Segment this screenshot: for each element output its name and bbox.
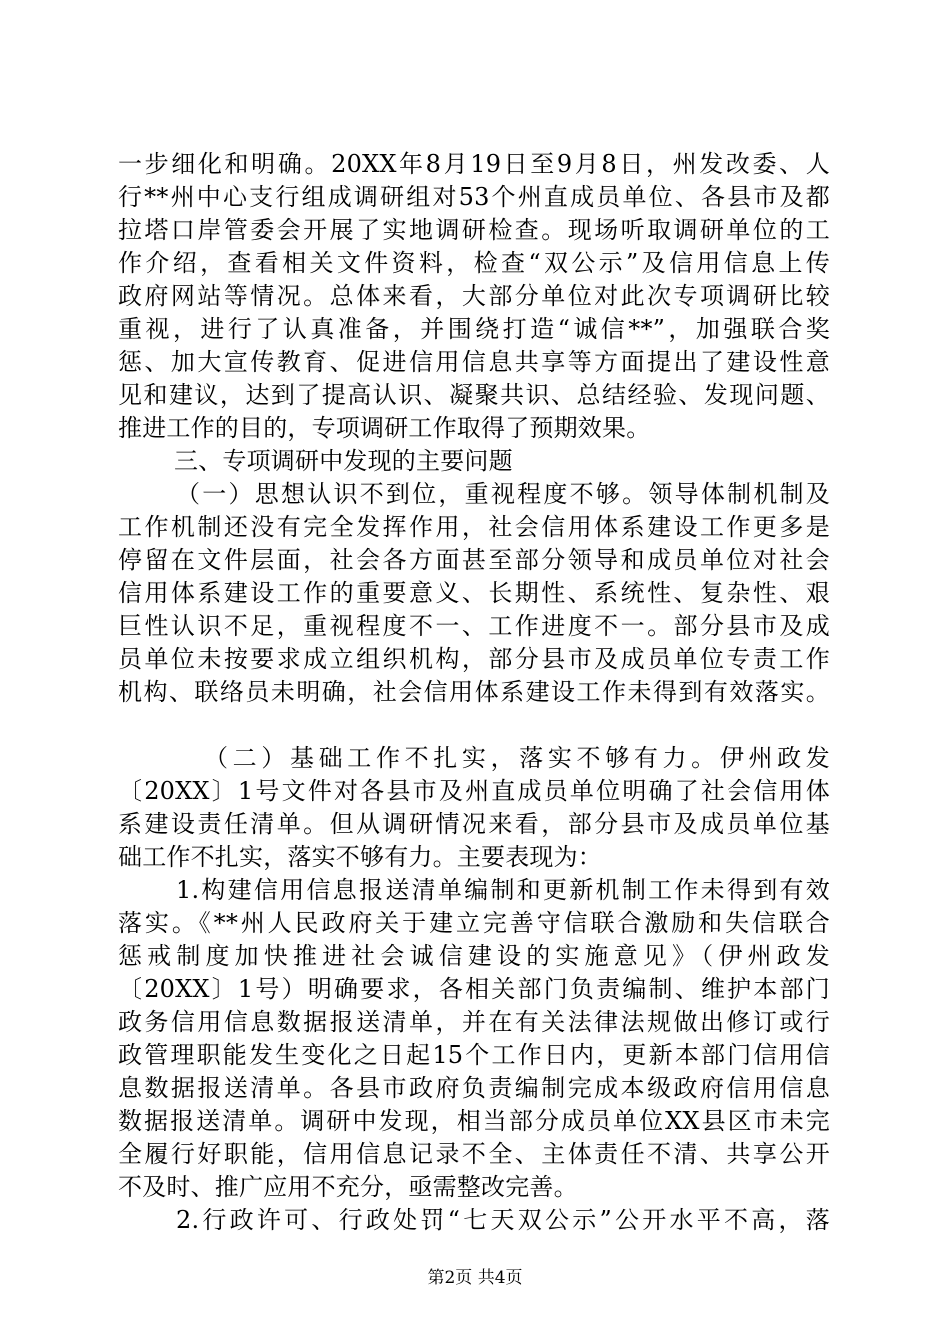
- document-line: 政管理职能发生变化之日起15个工作日内，更新本部门信用信: [118, 1041, 830, 1069]
- document-line: 2.行政许可、行政处罚“七天双公示”公开水平不高，落: [176, 1206, 830, 1234]
- document-line: 一步细化和明确。20XX年8月19日至9月8日，州发改委、人: [118, 150, 830, 178]
- document-line: 〔20XX〕1号文件对各县市及州直成员单位明确了社会信用体: [118, 777, 830, 805]
- document-line: 政务信用信息数据报送清单，并在有关法律法规做出修订或行: [118, 1008, 830, 1036]
- document-line: 系建设责任清单。但从调研情况来看，部分县市及成员单位基: [118, 810, 830, 838]
- document-line: 见和建议，达到了提高认识、凝聚共识、总结经验、发现问题、: [118, 381, 830, 409]
- document-line: 重视，进行了认真准备，并围绕打造“诚信**”，加强联合奖: [118, 315, 830, 343]
- document-line: 落实。《**州人民政府关于建立完善守信联合激励和失信联合: [118, 909, 830, 937]
- document-line: 工作机制还没有完全发挥作用，社会信用体系建设工作更多是: [118, 513, 830, 541]
- document-line: 行**州中心支行组成调研组对53个州直成员单位、各县市及都: [118, 183, 830, 211]
- document-line: 拉塔口岸管委会开展了实地调研检查。现场听取调研单位的工: [118, 216, 830, 244]
- document-line: 机构、联络员未明确，社会信用体系建设工作未得到有效落实。: [118, 678, 830, 706]
- document-line: 不及时、推广应用不充分，亟需整改完善。: [118, 1173, 578, 1201]
- document-line: 政府网站等情况。总体来看，大部分单位对此次专项调研比较: [118, 282, 830, 310]
- page-footer: 第2页 共4页: [427, 1268, 523, 1288]
- blank-line: [118, 709, 830, 742]
- document-line: 惩、加大宣传教育、促进信用信息共享等方面提出了建设性意: [118, 348, 830, 376]
- document-line: 停留在文件层面，社会各方面甚至部分领导和成员单位对社会: [118, 546, 830, 574]
- document-line: 〔20XX〕1号）明确要求，各相关部门负责编制、维护本部门: [118, 975, 830, 1003]
- document-body: [118, 148, 830, 1237]
- document-line: 数据报送清单。调研中发现，相当部分成员单位XX县区市未完: [118, 1107, 830, 1135]
- document-line: 员单位未按要求成立组织机构，部分县市及成员单位专责工作: [118, 645, 830, 673]
- document-line: 作介绍，查看相关文件资料，检查“双公示”及信用信息上传: [118, 249, 830, 277]
- document-line: 全履行好职能，信用信息记录不全、主体责任不清、共享公开: [118, 1140, 830, 1168]
- document-line: 1.构建信用信息报送清单编制和更新机制工作未得到有效: [176, 876, 830, 904]
- document-line: 础工作不扎实，落实不够有力。主要表现为：: [118, 843, 602, 871]
- document-line: 三、专项调研中发现的主要问题: [174, 447, 513, 475]
- document-line: （一）思想认识不到位，重视程度不够。领导体制机制及: [176, 480, 830, 508]
- document-line: 推进工作的目的，专项调研工作取得了预期效果。: [118, 414, 651, 442]
- document-line: 巨性认识不足，重视程度不一、工作进度不一。部分县市及成: [118, 612, 830, 640]
- document-line: （二）基础工作不扎实，落实不够有力。伊州政发: [204, 744, 830, 772]
- document-line: 惩戒制度加快推进社会诚信建设的实施意见》（伊州政发: [118, 942, 830, 970]
- document-line: 信用体系建设工作的重要意义、长期性、系统性、复杂性、艰: [118, 579, 830, 607]
- document-line: 息数据报送清单。各县市政府负责编制完成本级政府信用信息: [118, 1074, 830, 1102]
